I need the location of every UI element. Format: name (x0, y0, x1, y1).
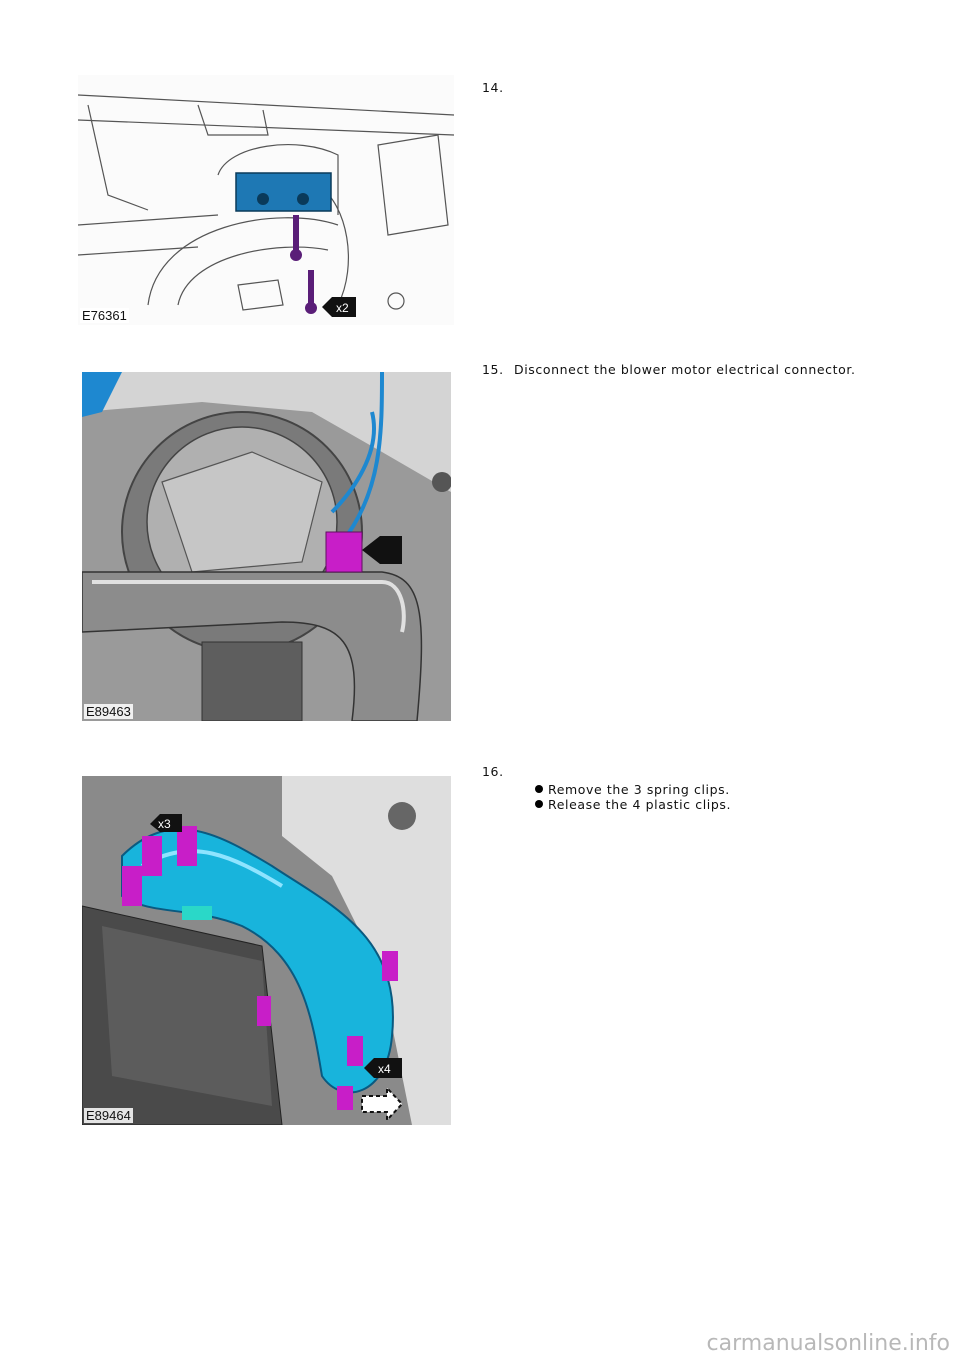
illustration-heater-bracket (78, 75, 454, 325)
plastic-clip (347, 1036, 363, 1066)
bullet-icon (535, 800, 543, 808)
step-number: 14. (482, 80, 504, 95)
bullet-item: Release the 4 plastic clips. (548, 797, 731, 812)
illustration-blower-connector (82, 372, 451, 721)
callout-x4: x4 (378, 1062, 391, 1076)
step-15 (482, 362, 856, 377)
callout-x2: x2 (336, 301, 349, 315)
step-number: 15. (482, 362, 504, 377)
step-16 (482, 764, 514, 779)
watermark: carmanualsonline.info (706, 1331, 950, 1356)
callout-x3: x3 (158, 817, 171, 831)
step-number: 16. (482, 764, 504, 779)
figure-id: E89463 (86, 704, 131, 719)
step-text: Disconnect the blower motor electrical connector. (514, 362, 856, 377)
figure-e89463 (82, 372, 451, 721)
bullet-icon (535, 785, 543, 793)
electrical-connector (326, 532, 362, 572)
fastener (293, 215, 299, 253)
step-14 (482, 80, 514, 95)
figure-e89464 (82, 776, 451, 1125)
plastic-clip (382, 951, 398, 981)
plastic-clip (257, 996, 271, 1026)
figure-id: E76361 (82, 308, 127, 323)
spring-clip (122, 866, 142, 906)
figure-id: E89464 (86, 1108, 131, 1123)
bullet-item: Remove the 3 spring clips. (548, 782, 731, 797)
highlighted-bracket (236, 173, 331, 211)
step-16-bullets (548, 782, 731, 812)
plastic-clip (337, 1086, 353, 1110)
spring-clip (142, 836, 162, 876)
figure-e76361 (78, 75, 454, 325)
illustration-duct-clips (82, 776, 451, 1125)
